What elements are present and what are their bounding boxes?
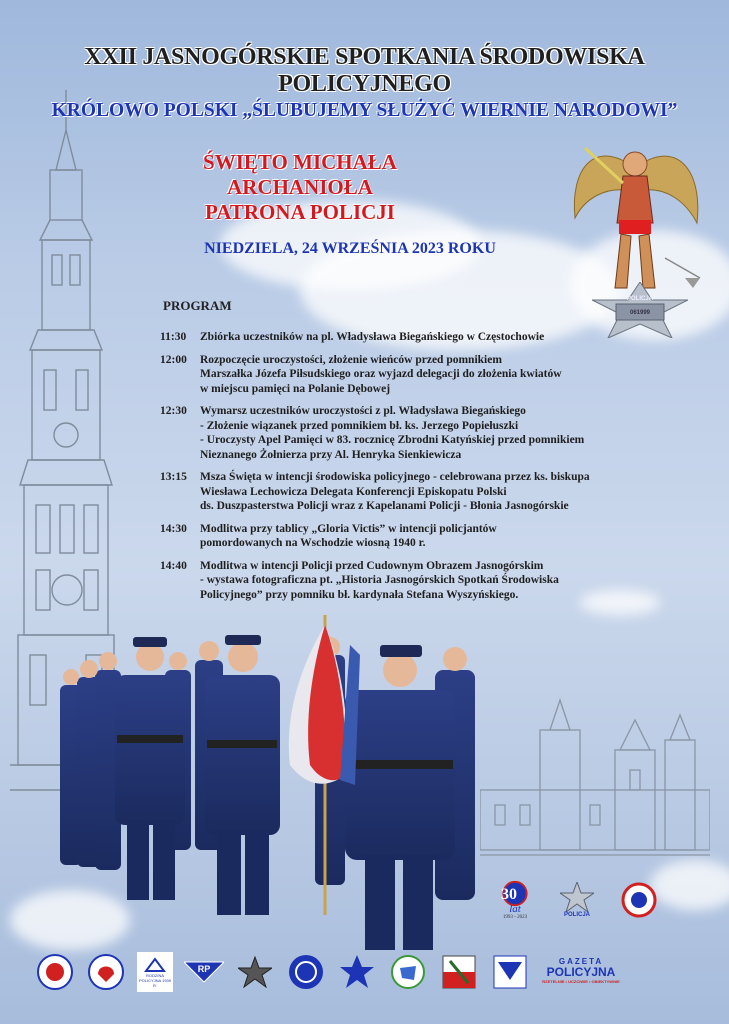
gazeta-sub: RZETELNIE • UCZCIWIE • OBIEKTYWNIE — [542, 979, 620, 984]
event-date: NIEDZIELA, 24 WRZEŚNIA 2023 ROKU — [204, 240, 496, 257]
policja-star-logo — [557, 880, 597, 920]
program-item — [160, 559, 640, 603]
gazeta-policyjna-logo — [541, 952, 621, 992]
gazeta-top: GAZETA — [558, 957, 604, 966]
program-description: Msza Święta w intencji środowiska policyjnego - celebrowana przez ks. biskupa Wiesława Lechowicza Delegata Konferencji Episkopatu Polski ds. Duszpasterstwa Policji wraz z Kapelanami Policji - Błonia Jasnogórskie — [200, 471, 590, 512]
program-list — [160, 330, 640, 610]
program-time: 13:15 — [160, 471, 187, 483]
sponsor-logo — [337, 952, 377, 992]
star-logo — [235, 952, 275, 992]
sponsor-star-icon — [339, 954, 375, 990]
rodzina-label: RODZINA POLICYJNA 1939 R. — [138, 972, 172, 988]
sponsor-shield-icon — [492, 954, 528, 990]
police-honor-guard-photo — [55, 615, 495, 965]
program-item — [160, 330, 640, 345]
program-heading: PROGRAM — [163, 298, 232, 313]
rp-logo — [184, 952, 224, 992]
police-star-icon — [238, 956, 272, 988]
sponsor-logos — [35, 952, 621, 992]
round-emblem-icon — [621, 882, 657, 918]
badge-number: 061999 — [629, 310, 651, 316]
program-item — [160, 353, 640, 397]
badge-label: POLICJA — [626, 296, 653, 302]
feast-line-1: ŚWIĘTO MICHAŁA ARCHANIOŁA — [203, 150, 397, 199]
rodzina-emblem-icon — [144, 957, 166, 973]
sponsor-flag-icon — [442, 955, 476, 989]
program-time: 14:30 — [160, 522, 187, 535]
anniversary-number: 30 — [501, 886, 517, 903]
program-time: 12:00 — [160, 353, 187, 366]
anniversary-word: lat — [509, 903, 521, 915]
program-item — [160, 470, 640, 514]
sponsor-seal-icon — [288, 954, 324, 990]
program-time: 11:30 — [160, 331, 187, 343]
program-time: 12:30 — [160, 405, 187, 417]
sponsor-logo — [286, 952, 326, 992]
rp-label: RP — [197, 964, 211, 974]
policja-star-label: POLICJA — [563, 912, 590, 918]
sponsor-logo — [490, 952, 530, 992]
program-description: Modlitwa w intencji Policji przed Cudownym Obrazem Jasnogórskim - wystawa fotograficzna pt. „Historia Jasnogórskich Spotkań Środowiska Policyjnego” przy pomniku bł. kardynała Stefana Wyszyńskiego. — [200, 559, 559, 601]
sponsor-logo — [388, 952, 428, 992]
program-item — [160, 522, 640, 551]
buildings-drawing — [480, 690, 710, 870]
anniversary-logos — [495, 880, 659, 920]
program-description: Wymarsz uczestników uroczystości z pl. Władysława Biegańskiego - Złożenie wiązanek przed pomnikiem bł. ks. Jerzego Popiełuszki - Uroczysty Apel Pamięci w 83. rocznicę Zbrodni Katyńskiej przed pomnikiem Nieznanego Żołnierza przy Al. Henryka Sienkiewicza — [200, 405, 585, 461]
police-star-icon — [560, 882, 594, 912]
event-motto: KRÓLOWO POLSKI „ŚLUBUJEMY SŁUŻYĆ WIERNIE NARODOWI” — [51, 100, 678, 121]
rodzina-policyjna-logo — [137, 952, 173, 992]
anniversary-years: 1993 - 2023 — [502, 915, 528, 920]
feast-line-2: PATRONA POLICJI — [205, 200, 395, 224]
program-time: 14:40 — [160, 559, 187, 572]
sponsor-seal-icon — [88, 954, 124, 990]
program-item — [160, 404, 640, 462]
sponsor-seal-icon — [37, 954, 73, 990]
round-emblem-logo — [619, 880, 659, 920]
sponsor-logo — [439, 952, 479, 992]
anniversary-logo — [495, 880, 535, 920]
sponsor-logo — [35, 952, 75, 992]
event-title: XXII JASNOGÓRSKIE SPOTKANIA ŚRODOWISKA POLICYJNEGO — [84, 44, 645, 97]
program-description: Zbiórka uczestników na pl. Władysława Biegańskiego w Częstochowie — [200, 331, 545, 343]
gazeta-main: POLICYJNA — [546, 965, 616, 979]
feast-heading — [150, 150, 450, 225]
program-description: Modlitwa przy tablicy „Gloria Victis” w intencji policjantów pomordowanych na Wschodzie wiosną 1940 r. — [200, 522, 497, 549]
sponsor-logo — [86, 952, 126, 992]
program-description: Rozpoczęcie uroczystości, złożenie wieńców przed pomnikiem Marszałka Józefa Piłsudskiego oraz wyjazd delegacji do złożenia kwiatów w miejscu pamięci na Polanie Dębowej — [200, 353, 562, 395]
sponsor-map-icon — [390, 954, 426, 990]
